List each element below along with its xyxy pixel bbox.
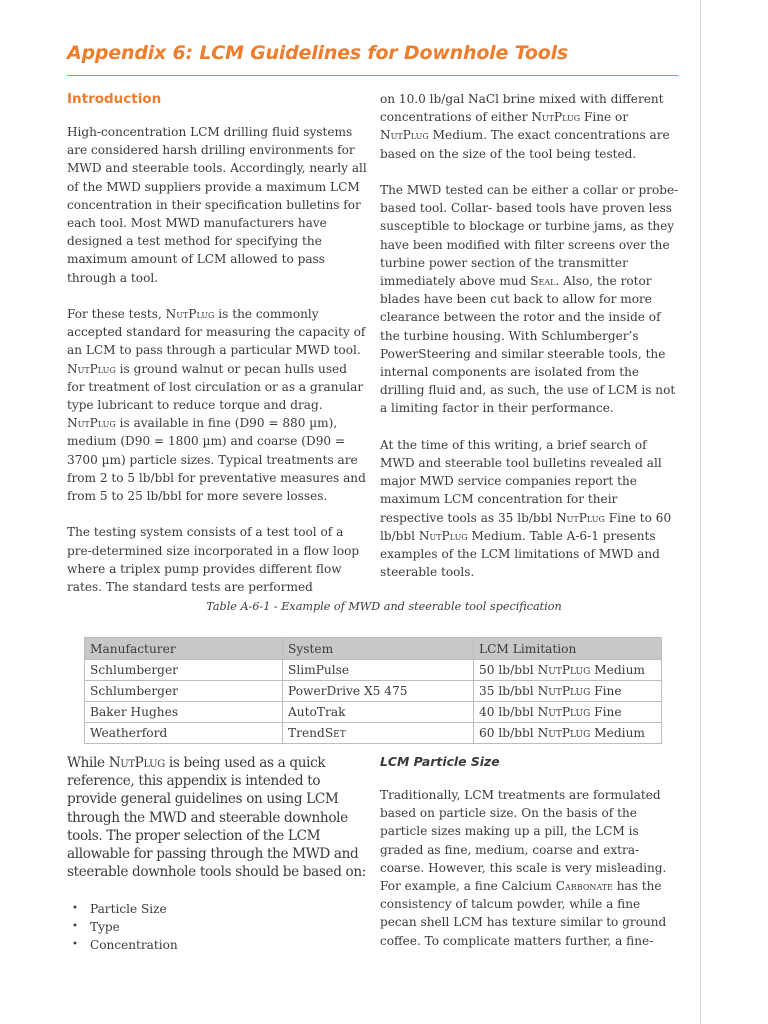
nutplug-term: NutPlug xyxy=(556,510,605,525)
page-title: Appendix 6: LCM Guidelines for Downhole Tools xyxy=(67,42,569,64)
spec-table xyxy=(84,637,662,744)
intro-paragraph-1: High-concentration LCM drilling fluid systems are considered harsh drilling environments for MWD and steerable tools. Accordingly, nearly all of the MWD suppliers provide a maximum LCM concentration in their specification bulletins for each tool. Most MWD manufacturers have designed a test method for specifying the maximum amount of LCM allowed to pass through a tool. xyxy=(67,125,367,285)
cell-lcm-limitation: 35 lb/bbl NutPlug Fine xyxy=(474,681,662,702)
cell-system: PowerDrive X5 475 xyxy=(283,681,474,702)
table-row xyxy=(85,681,662,702)
page-edge-line xyxy=(700,0,701,1024)
particle-size-body xyxy=(380,786,670,950)
cell-lcm-limitation: 50 lb/bbl NutPlug Medium xyxy=(474,660,662,681)
cell-system: SlimPulse xyxy=(283,660,474,681)
table-header-row xyxy=(85,638,662,660)
cell-manufacturer: Schlumberger xyxy=(85,681,283,702)
lead-paragraph: While NutPlug is being used as a quick reference, this appendix is intended to provide general guidelines on using LCM through the MWD and steerable downhole tools. The proper selection of the LCM allowable for passing through the MWD and steerable downhole tools should be based on: xyxy=(67,755,367,881)
seal-term: Seal xyxy=(530,274,556,289)
cell-manufacturer: Schlumberger xyxy=(85,660,283,681)
right-paragraph-3: At the time of this writing, a brief search of MWD and steerable tool bulletins revealed all major MWD service companies report the maximum LCM concentration for their respective tools as 35 lb/bbl NutPlug Fine to 60 lb/bbl NutPlug Medium. Table A-6-1 presents examples of the LCM limitations of MWD and steerable tools. xyxy=(380,437,672,580)
cell-lcm-limitation: 60 lb/bbl NutPlug Medium xyxy=(474,723,662,744)
table-row xyxy=(85,702,662,723)
header-system: System xyxy=(283,638,474,660)
list-item: • Particle Size xyxy=(72,900,178,918)
cell-system: TrendSet xyxy=(283,723,474,744)
table-caption: Table A-6-1 - Example of MWD and steerable tool specification xyxy=(206,600,562,613)
intro-paragraph-3: The testing system consists of a test tool of a pre-determined size incorporated in a flow loop where a triplex pump provides different flow rates. The standard tests are performed xyxy=(67,525,360,595)
particle-size-paragraph: Traditionally, LCM treatments are formulated based on particle size. On the basis of the particle sizes making up a pill, the LCM is graded as fine, medium, coarse and extra-coarse. However, this scale is very misleading. For example, a fine Calcium Carbonate has the consistency of talcum powder, while a fine pecan shell LCM has texture similar to ground coffee. To complicate matters further, a fine- xyxy=(380,788,667,948)
particle-size-heading: LCM Particle Size xyxy=(380,754,500,769)
nutplug-term: NutPlug xyxy=(67,416,116,431)
table-row xyxy=(85,660,662,681)
cell-lcm-limitation: 40 lb/bbl NutPlug Fine xyxy=(474,702,662,723)
list-item: • Concentration xyxy=(72,936,178,954)
table-row xyxy=(85,723,662,744)
right-column xyxy=(380,90,680,581)
nutplug-term: NutPlug xyxy=(418,528,468,543)
title-rule xyxy=(67,75,678,76)
intro-paragraph-2: For these tests, NutPlug is the commonly accepted standard for measuring the capacity of an LCM to pass through a particular MWD tool. NutPlug is ground walnut or pecan hulls used for treatment of lost circulation or as a granular type lubricant to reduce torque and drag. NutPlug is available in fine (D90 = 880 µm), medium (D90 = 1800 µm) and coarse (D90 = 3700 µm) particle sizes. Typical treatments are from 2 to 5 lb/bbl for preventative measures and from 5 to 25 lb/bbl for more severe losses. xyxy=(67,307,366,504)
cell-manufacturer: Baker Hughes xyxy=(85,702,283,723)
nutplug-term: NutPlug xyxy=(67,361,116,376)
nutplug-term: NutPlug xyxy=(108,755,165,771)
right-paragraph-1: on 10.0 lb/gal NaCl brine mixed with different concentrations of either NutPlug Fine or NutPlug Medium. The exact concentrations are based on the size of the tool being tested. xyxy=(380,92,670,161)
nutplug-term: NutPlug xyxy=(380,128,429,143)
list-item: • Type xyxy=(72,918,178,936)
criteria-list xyxy=(72,900,178,955)
cell-system: AutoTrak xyxy=(283,702,474,723)
header-lcm-limitation: LCM Limitation xyxy=(474,638,662,660)
carbonate-term: Carbonate xyxy=(555,879,613,894)
introduction-heading: Introduction xyxy=(67,91,162,107)
cell-manufacturer: Weatherford xyxy=(85,723,283,744)
left-column xyxy=(67,123,367,596)
nutplug-term: NutPlug xyxy=(165,307,215,322)
nutplug-term: NutPlug xyxy=(531,110,581,125)
right-paragraph-2: The MWD tested can be either a collar or probe-based tool. Collar- based tools have proven less susceptible to blockage or turbine jams, as they have been modified with filter screens over the turbine power section of the transmitter immediately above mud Seal. Also, the rotor blades have been cut back to allow for more clearance between the rotor and the inside of the turbine housing. With Schlumberger’s PowerSteering and similar steerable tools, the internal components are isolated from the drilling fluid and, as such, the use of LCM is not a limiting factor in their performance. xyxy=(380,183,679,416)
header-manufacturer: Manufacturer xyxy=(85,638,283,660)
